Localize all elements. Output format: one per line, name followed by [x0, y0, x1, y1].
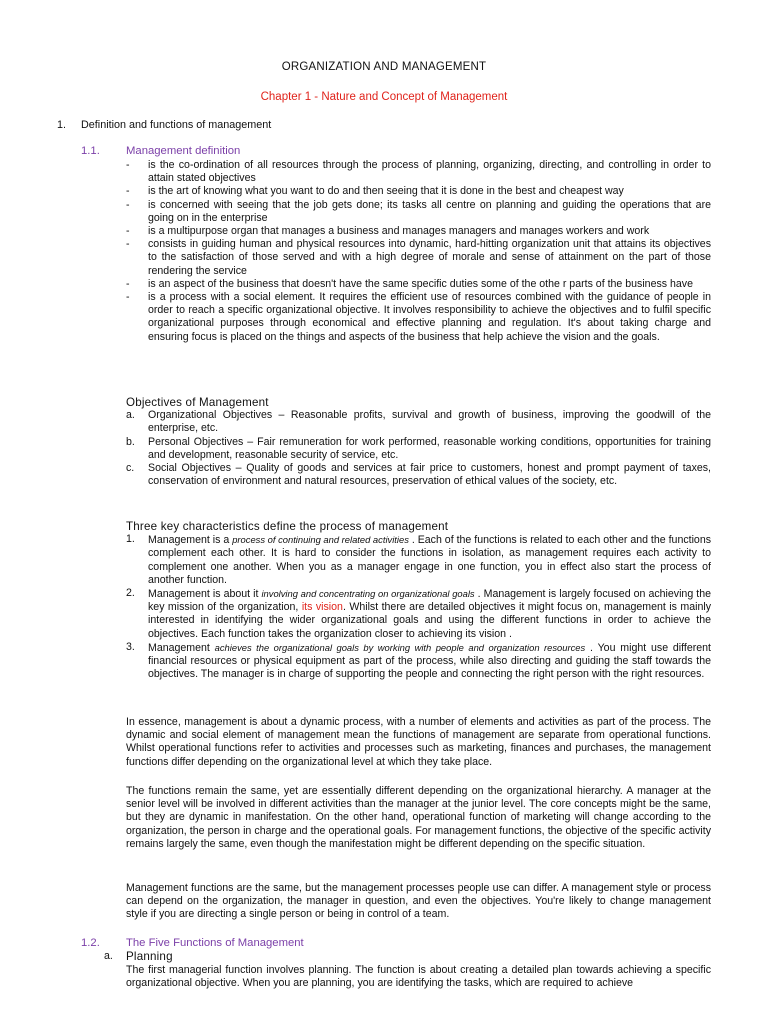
definition-item: - is concerned with seeing that the job gets done; its tasks all centre on planning and guiding the operations that are going on in the enterprise: [126, 198, 711, 224]
characteristics-section: [126, 520, 711, 681]
highlight-text: its vision: [301, 601, 343, 614]
section-heading: [57, 119, 271, 132]
definition-item: - is a multipurpose organ that manages a business and manages managers and manages workers and work: [126, 225, 650, 238]
objective-item: b. Personal Objectives – Fair remuneration for work performed, reasonable working conditions, opportunities for training and development, reasonable security of service, etc.: [126, 435, 711, 461]
body-paragraph: The functions remain the same, yet are essentially different depending on the organizational hierarchy. A manager at the senior level will be involved in different activities than the manager at the junior level. The core concepts might be the same, but they are dynamic in manifestation. On the other hand, operational function of marketing will change according to the organization, the person in charge and the operational goals. For management functions, the objective of the specific activity remains largely the same, even though the manifestation might be different depending on the specific situation.: [126, 785, 711, 850]
objectives-heading: Objectives of Management: [126, 396, 269, 409]
definition-list: [126, 159, 711, 344]
objectives-section: [126, 396, 711, 488]
definition-item: - is an aspect of the business that doesn't have the same specific duties some of the othe r parts of the business have: [126, 277, 693, 290]
subsection-label: Management definition: [126, 145, 241, 157]
planning-section: [104, 950, 711, 991]
body-paragraph: In essence, management is about a dynamic process, with a number of elements and activities as part of the process. The dynamic and social element of management mean the functions of management are separate from operational functions. Whilst operational functions refer to activities and processes such as marketing, finances and purchases, the management functions differ depending on the organizational level at which they take place.: [126, 716, 711, 768]
planning-heading: a. Planning: [104, 950, 173, 963]
characteristic-item: 2. Management is about it involving and concentrating on organizational goals . Management is largely focused on achieving the key mission of the organization, its vision. Whilst there are detailed objectives it might focus on, management is mainly interested in identifying the wider organizational goals and using the different functions in order to achieve the objectives. Each function takes the organization closer to achieving its vision .: [126, 587, 711, 640]
subsection-label: The Five Functions of Management: [126, 937, 304, 949]
characteristics-heading: Three key characteristics define the process of management: [126, 520, 449, 533]
definition-item: - consists in guiding human and physical resources into dynamic, hard-hitting organization unit that attains its objectives to the satisfaction of those served and with a high degree of morale and sense of attainment on the part of those rendering the service: [126, 238, 711, 277]
planning-text: The first managerial function involves planning. The function is about creating a detailed plan towards achieving a specific organizational objective. When you are planning, you are identifying the tasks, which are required to achieve: [126, 964, 711, 990]
body-paragraph: Management functions are the same, but the management processes people use can differ. A management style or process can depend on the organization, the manager in question, and even the objectives. You're likely to change management style if you are directing a single person or being in control of a team.: [126, 882, 711, 921]
characteristic-item: 1. Management is a process of continuing and related activities . Each of the functions is related to each other and the functions complement each other. It is hard to consider the functions in isolation, as management requires each activity to complement one another. When you as a manager engage in one function, you in effect also start the process of another function.: [126, 533, 712, 586]
section-label: Definition and functions of management: [81, 119, 272, 131]
section-number: 1.: [57, 119, 67, 131]
objective-item: c. Social Objectives – Quality of goods and services at fair price to customers, honest and prompt payment of taxes, conservation of environment and natural resources, preservation of ethical values of the society, etc.: [126, 462, 711, 488]
subsection-heading-1-2: [81, 937, 304, 950]
definition-item: - is a process with a social element. It requires the efficient use of resources combined with the guidance of people in order to reach a specific organizational objective. It involves responsibility to achieve the objectives and to fulfil specific organizational purposes through economical and effective planning and regulation. It's about taking charge and ensuring focus is placed on the things and aspects of the business that help achieve the vision and the goals.: [126, 291, 711, 343]
definition-item: - is the art of knowing what you want to do and then seeing that it is done in the best and cheapest way: [126, 185, 624, 198]
subsection-number: 1.1.: [81, 145, 100, 157]
definition-item: - is the co-ordination of all resources through the process of planning, organizing, directing, and controlling in order to attain stated objectives: [126, 159, 711, 185]
subsection-number: 1.2.: [81, 937, 100, 949]
document-title: ORGANIZATION AND MANAGEMENT: [281, 61, 487, 73]
objective-item: a. Organizational Objectives – Reasonable profits, survival and growth of business, improving the goodwill of the enterprise, etc.: [126, 409, 711, 435]
subsection-heading-1-1: [81, 145, 240, 158]
chapter-heading: Chapter 1 - Nature and Concept of Management: [260, 91, 508, 103]
characteristic-item: 3. Management achieves the organizational goals by working with people and organization resources . You might use different financial resources or physical equipment as part of the process, while also directing and guiding the staff towards the objectives. The manager is in charge of supporting the people and connecting the right person with the right resources.: [126, 640, 711, 681]
